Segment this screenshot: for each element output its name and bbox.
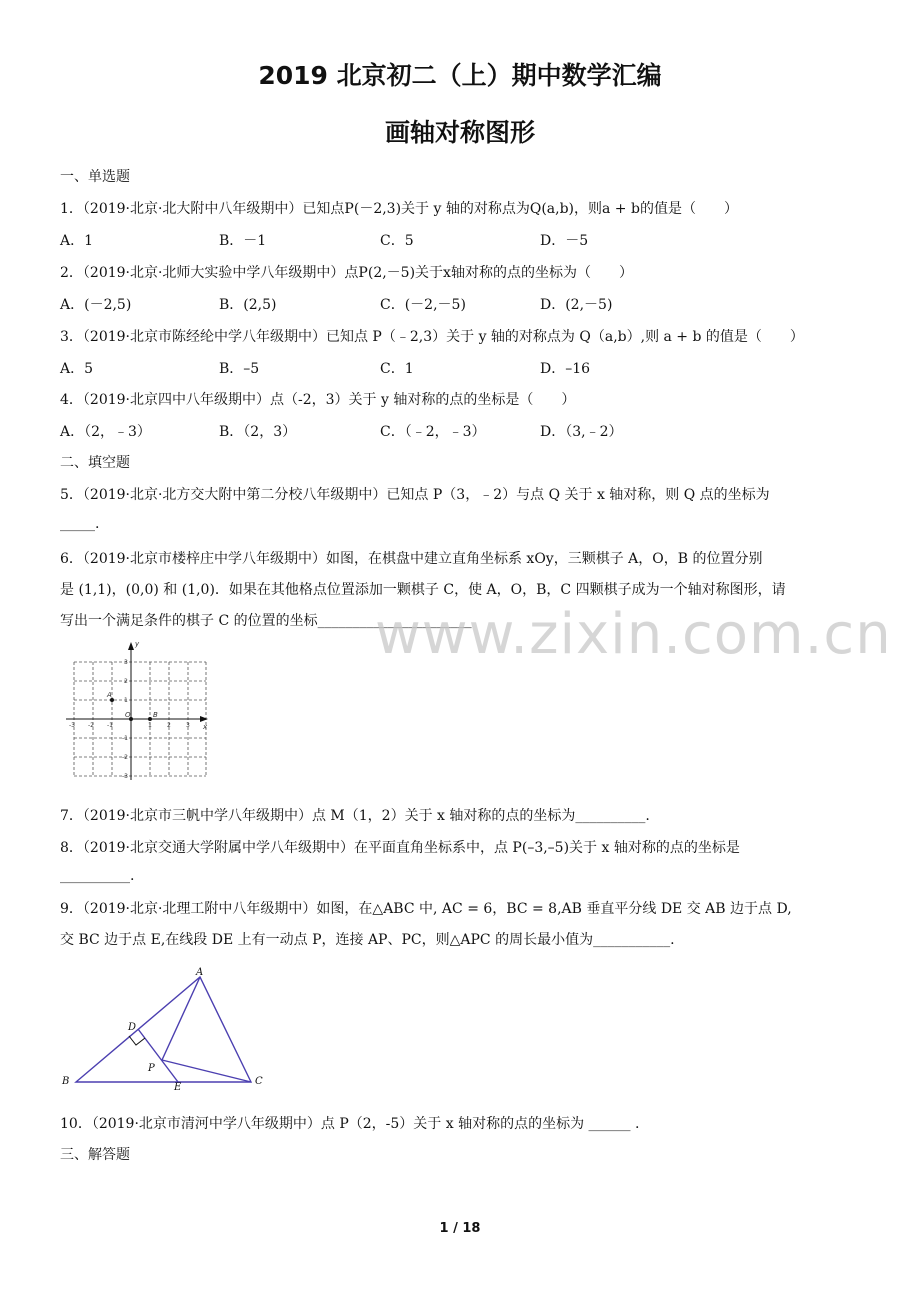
q2-option-b: B．(2,5): [219, 297, 277, 313]
coordinate-grid-figure: [62, 636, 212, 784]
page-number: 1 / 18: [439, 1221, 481, 1236]
chess-piece-b: [148, 717, 152, 721]
q3-option-c: C．1: [380, 361, 414, 377]
page-title: 2019 北京初二（上）期中数学汇编: [258, 61, 662, 90]
question-6-line3: 写出一个满足条件的棋子 C 的位置的坐标______________________: [60, 613, 472, 629]
y-axis-label: y: [135, 640, 140, 648]
section-heading-answer: 三、解答题: [60, 1147, 130, 1163]
question-7: 7．（2019·北京市三帆中学八年级期中）点 M（1，2）关于 x 轴对称的点的坐标为__________.: [60, 808, 650, 824]
question-2: 2．（2019·北京·北师大实验中学八年级期中）点P(2,－5)关于x轴对称的点的坐标为（ ）: [60, 265, 633, 281]
q4-option-a: A．（2，﹣3）: [60, 424, 151, 440]
triangle-abc: [76, 977, 251, 1082]
point-e-label: E: [174, 1082, 182, 1090]
vertex-b-label: B: [62, 1076, 70, 1087]
section-heading-fill-blank: 二、填空题: [60, 455, 130, 471]
q2-option-a: A．(－2,5): [60, 297, 132, 313]
q2-option-d: D．(2,－5): [540, 297, 613, 313]
x-tick: -2: [88, 722, 94, 729]
question-6-line1: 6．（2019·北京市楼梓庄中学八年级期中）如图，在棋盘中建立直角坐标系 xOy，三颗棋子 A，O，B 的位置分别: [60, 551, 763, 567]
point-a-label: A: [107, 691, 112, 699]
x-tick: -3: [69, 722, 75, 729]
page-subtitle: 画轴对称图形: [384, 118, 535, 147]
question-6-line2: 是 (1,1)，(0,0) 和 (1,0)．如果在其他格点位置添加一颗棋子 C，使 A，O，B，C 四颗棋子成为一个轴对称图形，请: [60, 582, 786, 598]
point-p-label: P: [148, 1063, 155, 1074]
q4-option-c: C．（﹣2，﹣3）: [380, 424, 486, 440]
question-5-line1: 5．（2019·北京·北方交大附中第二分校八年级期中）已知点 P（3，﹣2）与点 Q 关于 x 轴对称，则 Q 点的坐标为: [60, 487, 770, 503]
x-tick: 2: [167, 722, 171, 729]
y-tick: 3: [124, 659, 128, 666]
right-angle-mark: [129, 1036, 145, 1045]
x-tick: 3: [186, 722, 190, 729]
q4-option-d: D．（3,﹣2）: [540, 424, 623, 440]
question-3: 3．（2019·北京市陈经纶中学八年级期中）已知点 P（﹣2,3）关于 y 轴的对称点为 Q（a,b）,则 a + b 的值是（ ）: [60, 329, 804, 345]
q3-option-a: A．5: [60, 361, 94, 377]
x-tick: -1: [107, 722, 113, 729]
y-tick: 2: [124, 678, 128, 685]
y-tick: -1: [122, 735, 128, 742]
question-9-line1: 9．（2019·北京·北理工附中八年级期中）如图，在△ABC 中, AC = 6，BC = 8,AB 垂直平分线 DE 交 AB 边于点 D,: [60, 901, 792, 917]
q3-option-d: D．–16: [540, 361, 591, 377]
triangle-figure: [58, 965, 273, 1090]
question-8-line2: __________.: [60, 868, 135, 884]
point-d-label: D: [128, 1022, 137, 1033]
question-10: 10．（2019·北京市清河中学八年级期中）点 P（2，-5）关于 x 轴对称的点的坐标为 ______ .: [60, 1116, 640, 1132]
question-8-line1: 8．（2019·北京交通大学附属中学八年级期中）在平面直角坐标系中，点 P(–3,–5)关于 x 轴对称的点的坐标是: [60, 840, 740, 856]
point-o-label: O: [125, 711, 131, 719]
question-5-line2: _____.: [60, 516, 100, 532]
y-tick: 1: [124, 697, 128, 704]
q3-option-b: B．–5: [219, 361, 260, 377]
q4-option-b: B．（2，3）: [219, 424, 297, 440]
q1-option-b: B．－1: [219, 233, 267, 249]
question-1: 1．（2019·北京·北大附中八年级期中）已知点P(－2,3)关于 y 轴的对称点为Q(a,b)，则a + b的值是（ ）: [60, 201, 738, 217]
question-9-line2: 交 BC 边于点 E,在线段 DE 上有一动点 P，连接 AP、PC，则△APC 的周长最小值为___________.: [60, 932, 675, 948]
q1-option-d: D．－5: [540, 233, 589, 249]
x-axis-label: x: [203, 723, 208, 731]
point-b-label: B: [153, 711, 158, 719]
segment-ap: [162, 977, 200, 1060]
question-4: 4．（2019·北京四中八年级期中）点（-2，3）关于 y 轴对称的点的坐标是（ ）: [60, 392, 576, 408]
y-tick: -3: [122, 773, 128, 780]
q2-option-c: C．(－2,－5): [380, 297, 466, 313]
q1-option-c: C．5: [380, 233, 414, 249]
y-tick: -2: [122, 754, 128, 761]
section-heading-single-choice: 一、单选题: [60, 169, 130, 185]
vertex-c-label: C: [255, 1076, 263, 1087]
q1-option-a: A．1: [60, 233, 94, 249]
vertex-a-label: A: [196, 967, 204, 978]
x-tick: 1: [148, 722, 152, 729]
watermark: www.zixin.com.cn: [375, 602, 892, 667]
